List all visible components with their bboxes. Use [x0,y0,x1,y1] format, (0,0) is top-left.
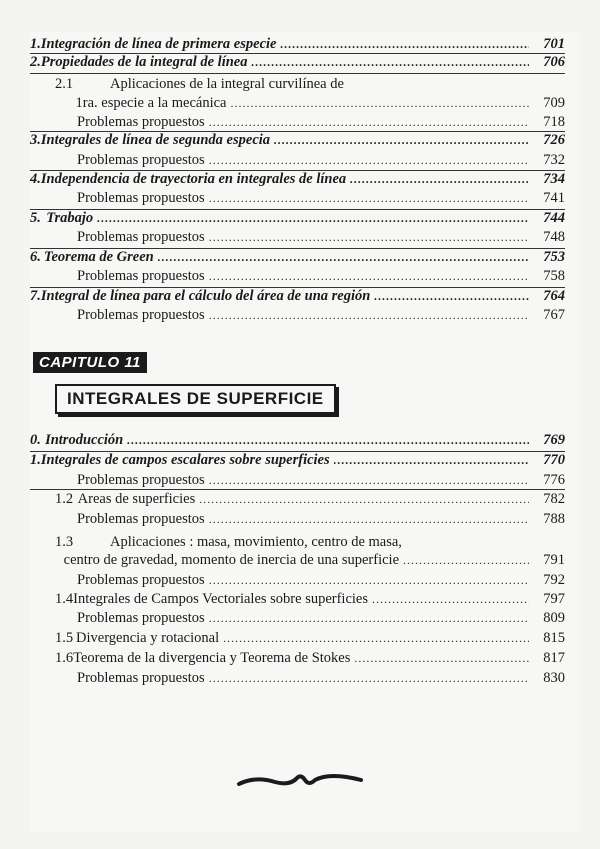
toc-entry-title: Problemas propuestos [77,472,205,488]
toc-entry-title: Problemas propuestos [77,268,205,284]
toc-dot-leader [209,509,529,529]
toc-dot-leader [334,450,529,470]
toc-dot-leader [127,430,529,450]
toc-entry-title: Integrales de Campos Vectoriales sobre superficies [73,591,368,607]
separator-rule [30,287,565,288]
toc-entry-number: 4. [30,171,41,187]
toc-entry-title: Problemas propuestos [77,572,205,588]
toc-entry [30,266,565,286]
chapter-title: INTEGRALES DE SUPERFICIE [55,384,336,414]
toc-entry-page-number: 769 [543,432,565,448]
toc-dot-leader [209,470,529,490]
toc-entry-title: Integrales de línea de segunda especia [40,132,271,148]
toc-entry [30,450,565,470]
toc-entry-number: 1.2 [55,491,74,507]
toc-entry [30,74,565,94]
toc-dot-leader [280,34,529,54]
toc-entry-page-number: 709 [543,95,565,111]
toc-dot-leader [230,93,529,113]
toc-entry-number: 6. [30,249,41,265]
toc-entry-title: Problemas propuestos [77,307,205,323]
toc-entry-number: 5. [30,210,41,226]
toc-entry-number: 1. [30,36,41,52]
toc-entry-title: Introducción [45,432,124,448]
separator-rule [30,170,565,171]
toc-entry-title: Problemas propuestos [77,114,205,130]
toc-entry [30,628,565,648]
toc-entry [30,227,565,247]
separator-rule [30,248,565,249]
toc-entry [30,130,565,150]
toc-entry-page-number: 748 [543,229,565,245]
toc-entry [30,489,565,509]
toc-dot-leader [403,550,529,570]
toc-entry-number: 1.6 [55,650,74,666]
toc-entry-page-number: 764 [543,288,565,304]
toc-entry-page-number: 815 [543,630,565,646]
separator-rule [30,489,565,490]
toc-entry [30,668,565,688]
decorative-ornament-icon [235,770,365,790]
toc-entry-page-number: 782 [543,491,565,507]
toc-entry [30,247,565,267]
toc-entry-title: Problemas propuestos [77,670,205,686]
toc-entry [30,608,565,628]
toc-entry-page-number: 726 [543,132,565,148]
toc-entry [30,305,565,325]
toc-entry-title: Aplicaciones de la integral curvilínea de [110,76,344,92]
toc-entry-number: 1.4 [55,591,74,607]
toc-dot-leader [209,570,529,590]
toc-entry-title: Problemas propuestos [77,229,205,245]
toc-entry-title: Independencia de trayectoria en integrales de línea [40,171,347,187]
toc-entry-page-number: 734 [543,171,565,187]
toc-entry-page-number: 706 [543,54,565,70]
toc-entry [30,589,565,609]
toc-entry-page-number: 732 [543,152,565,168]
toc-entry [30,430,565,450]
toc-dot-leader [209,150,529,170]
toc-entry [30,112,565,132]
toc-dot-leader [372,589,529,609]
toc-entry-page-number: 744 [543,210,565,226]
toc-entry-page-number: 753 [543,249,565,265]
toc-dot-leader [209,668,529,688]
toc-entry [30,34,565,54]
toc-entry-title: Teorema de Green [43,249,154,265]
toc-dot-leader [97,208,529,228]
toc-dot-leader [209,188,529,208]
toc-dot-leader [209,266,529,286]
toc-entry-page-number: 758 [543,268,565,284]
toc-entry-title: Problemas propuestos [77,152,205,168]
toc-entry-title: Integración de línea de primera especie [40,36,277,52]
toc-entry-page-number: 809 [543,610,565,626]
toc-entry [30,648,565,668]
toc-entry-title: Propiedades de la integral de línea [40,54,248,70]
toc-entry-title: Areas de superficies [77,491,196,507]
toc-entry-number: 7. [30,288,41,304]
toc-entry [30,188,565,208]
toc-dot-leader [223,628,529,648]
toc-dot-leader [209,227,529,247]
toc-entry [30,93,565,113]
toc-entry-number: 2. [30,54,41,70]
toc-entry-title: Problemas propuestos [77,511,205,527]
toc-entry-number: 1.5 [55,630,74,646]
toc-entry [30,169,565,189]
toc-entry [30,150,565,170]
toc-dot-leader [251,52,529,72]
toc-entry-title: 1ra. especie a la mecánica [75,95,227,111]
toc-entry [30,550,565,570]
toc-entry-page-number: 741 [543,190,565,206]
toc-entry-page-number: 770 [543,452,565,468]
toc-entry-title: Problemas propuestos [77,610,205,626]
toc-dot-leader [209,305,529,325]
toc-dot-leader [209,608,529,628]
toc-dot-leader [354,648,529,668]
toc-entry-title: Integral de línea para el cálculo del área de una región [40,288,371,304]
toc-entry [30,532,565,552]
toc-entry-page-number: 830 [543,670,565,686]
separator-rule [30,131,565,132]
toc-dot-leader [350,169,529,189]
separator-rule [30,451,565,452]
separator-rule [30,209,565,210]
toc-entry-title: Aplicaciones : masa, movimiento, centro de masa, [110,534,402,550]
toc-entry-page-number: 776 [543,472,565,488]
separator-rule [30,53,565,54]
toc-entry-page-number: 792 [543,572,565,588]
toc-entry-number: 0. [30,432,41,448]
toc-entry [30,208,565,228]
toc-entry-page-number: 788 [543,511,565,527]
chapter-label: CAPITULO 11 [33,352,147,373]
toc-entry-page-number: 797 [543,591,565,607]
toc-entry-page-number: 817 [543,650,565,666]
toc-entry-number: 2.1 [55,76,74,92]
toc-entry-number: 1. [30,452,41,468]
toc-dot-leader [209,112,529,132]
toc-dot-leader [158,247,529,267]
toc-dot-leader [199,489,529,509]
toc-entry-title: centro de gravedad, momento de inercia de una superficie [63,552,400,568]
toc-entry-page-number: 718 [543,114,565,130]
toc-entry-page-number: 701 [543,36,565,52]
toc-entry [30,509,565,529]
toc-dot-leader [374,286,529,306]
toc-entry-title: Divergencia y rotacional [76,630,220,646]
toc-entry [30,286,565,306]
toc-entry-title: Problemas propuestos [77,190,205,206]
toc-entry-number: 1.3 [55,534,74,550]
toc-entry [30,570,565,590]
toc-entry [30,52,565,72]
toc-entry-page-number: 791 [543,552,565,568]
toc-entry-title: Integrales de campos escalares sobre superficies [40,452,330,468]
toc-entry-title: Trabajo [46,210,94,226]
toc-entry-page-number: 767 [543,307,565,323]
toc-entry-number: 3. [30,132,41,148]
toc-dot-leader [274,130,529,150]
separator-rule [30,73,565,74]
toc-entry-title: Teorema de la divergencia y Teorema de Stokes [73,650,351,666]
toc-entry [30,470,565,490]
